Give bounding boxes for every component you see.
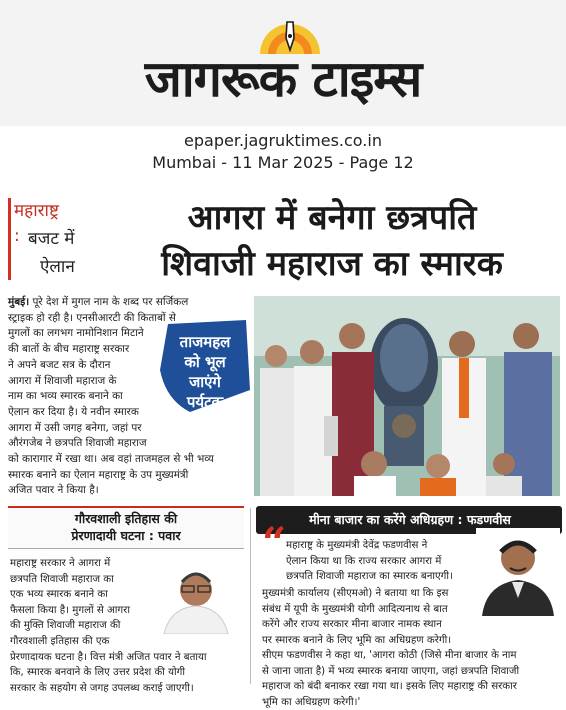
lead-line: स्ट्राइक हो रही है। एनसीआरटी की किताबों से — [8, 311, 246, 327]
fadnavis-box-title: मीना बाजार का करेंगे अधिग्रहण : फडणवीस — [262, 510, 558, 530]
lead-line: औरंगजेब ने छत्रपति शिवाजी महाराज — [8, 436, 246, 452]
lead-line: ने अपने बजट सत्र के दौरान — [8, 358, 246, 374]
fadnavis-portrait — [476, 528, 560, 616]
pawar-line: सरकार के सहयोग से जगह उपलब्ध कराई जाएगी। — [10, 681, 246, 697]
fadnavis-line: ऐलान किया था कि राज्य सरकार आगरा में — [286, 554, 468, 570]
pawar-box-body — [10, 556, 146, 634]
badge-line: पर्यटक — [167, 392, 243, 412]
fadnavis-line: से जाना जाता है) में भव्य स्मारक बनाया जाएगा, जहां छत्रपति शिवाजी — [262, 664, 560, 680]
lead-line: मुगलों का लगभग नामोनिशान मिटाने — [8, 326, 246, 342]
pawar-line: की मुक्ति शिवाजी महाराज की — [10, 618, 146, 634]
fadnavis-line: संबंध में यूपी के मुख्यमंत्री योगी आदित्यनाथ से बात — [262, 602, 474, 618]
pawar-line: फैसला किया है। मुगलों से आगरा — [10, 603, 146, 619]
edition-url[interactable]: epaper.jagruktimes.co.in — [0, 130, 566, 152]
pawar-line: कि, स्मारक बनवाने के लिए उत्तर प्रदेश की योगी — [10, 665, 246, 681]
badge-line: ताजमहल — [167, 332, 243, 352]
badge-line: को भूल — [167, 352, 243, 372]
pawar-portrait — [150, 562, 242, 634]
fadnavis-line: मुख्यमंत्री कार्यालय (सीएमओ) ने बताया था कि इस — [262, 586, 474, 602]
lead-dateline: मुंबई। — [8, 296, 29, 308]
fadnavis-line: करेंगे और राज्य सरकार मीना बाजार नामक स्थान — [262, 617, 560, 633]
section-tag-state: महाराष्ट्र — [14, 198, 59, 221]
fadnavis-line: सीएम फडणवीस ने कहा था, 'आगरा कोठी (जिसे मीना बाजार के नाम — [262, 648, 560, 664]
lead-line: स्मारक बनाने का ऐलान महाराष्ट्र के उप मुख्यमंत्री — [8, 468, 246, 484]
fadnavis-line: पर स्मारक बनाने के लिए भूमि का अधिग्रहण करेगी। — [262, 633, 560, 649]
lead-line: ऐलान कर दिया है। ये नवीन स्मारक — [8, 405, 246, 421]
pawar-line: एक भव्य स्मारक बनाने का — [10, 587, 146, 603]
pawar-line: प्रेरणादायक घटना है। वित्त मंत्री अजित पवार ने बताया — [10, 650, 246, 666]
newspaper-brand: जागरूक टाइम्स — [88, 48, 478, 110]
lead-line: की बातों के बीच महाराष्ट्र सरकार — [8, 342, 246, 358]
badge-line: जाएंगे — [167, 372, 243, 392]
lead-line: अजित पवार ने किया है। — [8, 483, 246, 499]
lead-line: नाम का भव्य स्मारक बनाने का — [8, 389, 246, 405]
fadnavis-body-intro — [286, 538, 468, 585]
fadnavis-line: महाराष्ट्र के मुख्यमंत्री देवेंद्र फडणवीस ने — [286, 538, 468, 554]
column-divider — [250, 508, 251, 684]
news-photo — [254, 296, 560, 496]
lead-line: आगरा में शिवाजी महाराज के — [8, 374, 246, 390]
fadnavis-line: छत्रपति शिवाजी महाराज का स्मारक बनाएगी। — [286, 569, 468, 585]
pawar-title-line: गौरवशाली इतिहास की — [8, 510, 244, 527]
section-tag-budget: बजट में — [28, 226, 74, 249]
edition-info — [0, 130, 566, 174]
section-tag-announcement: ऐलान — [40, 254, 75, 277]
taj-badge-text — [167, 332, 243, 412]
headline-line-2: शिवाजी महाराज का स्मारक — [104, 241, 560, 287]
quote-mark-icon: “ — [262, 522, 286, 564]
section-tag-colon: : — [14, 226, 20, 246]
edition-date-page: Mumbai - 11 Mar 2025 - Page 12 — [0, 152, 566, 174]
fadnavis-body-middle — [262, 586, 474, 617]
headline-line-1: आगरा में बनेगा छत्रपति — [104, 195, 560, 241]
lead-line: को कारागार में रखा था। अब वहां ताजमहल से भी भव्य — [8, 452, 246, 468]
fadnavis-line: भूमि का अधिग्रहण करेगी।' — [262, 695, 560, 710]
lead-line: पूरे देश में मुगल नाम के शब्द पर सर्जिकल — [33, 296, 189, 308]
pawar-line: महाराष्ट्र सरकार ने आगरा में — [10, 556, 146, 572]
pawar-box-title — [8, 510, 244, 544]
lead-line: आगरा में उसी जगह बनेगा, जहां पर — [8, 421, 246, 437]
pawar-line: गौरवशाली इतिहास की एक — [10, 634, 246, 650]
pawar-line: छत्रपति शिवाजी महाराज का — [10, 572, 146, 588]
fadnavis-line: महाराज को बंदी बनाकर रखा गया था। इसके लिए महाराष्ट्र की सरकार — [262, 679, 560, 695]
pawar-title-line: प्रेरणादायी घटना : पवार — [8, 527, 244, 544]
headline — [104, 195, 560, 287]
fadnavis-body-rest — [262, 617, 560, 710]
